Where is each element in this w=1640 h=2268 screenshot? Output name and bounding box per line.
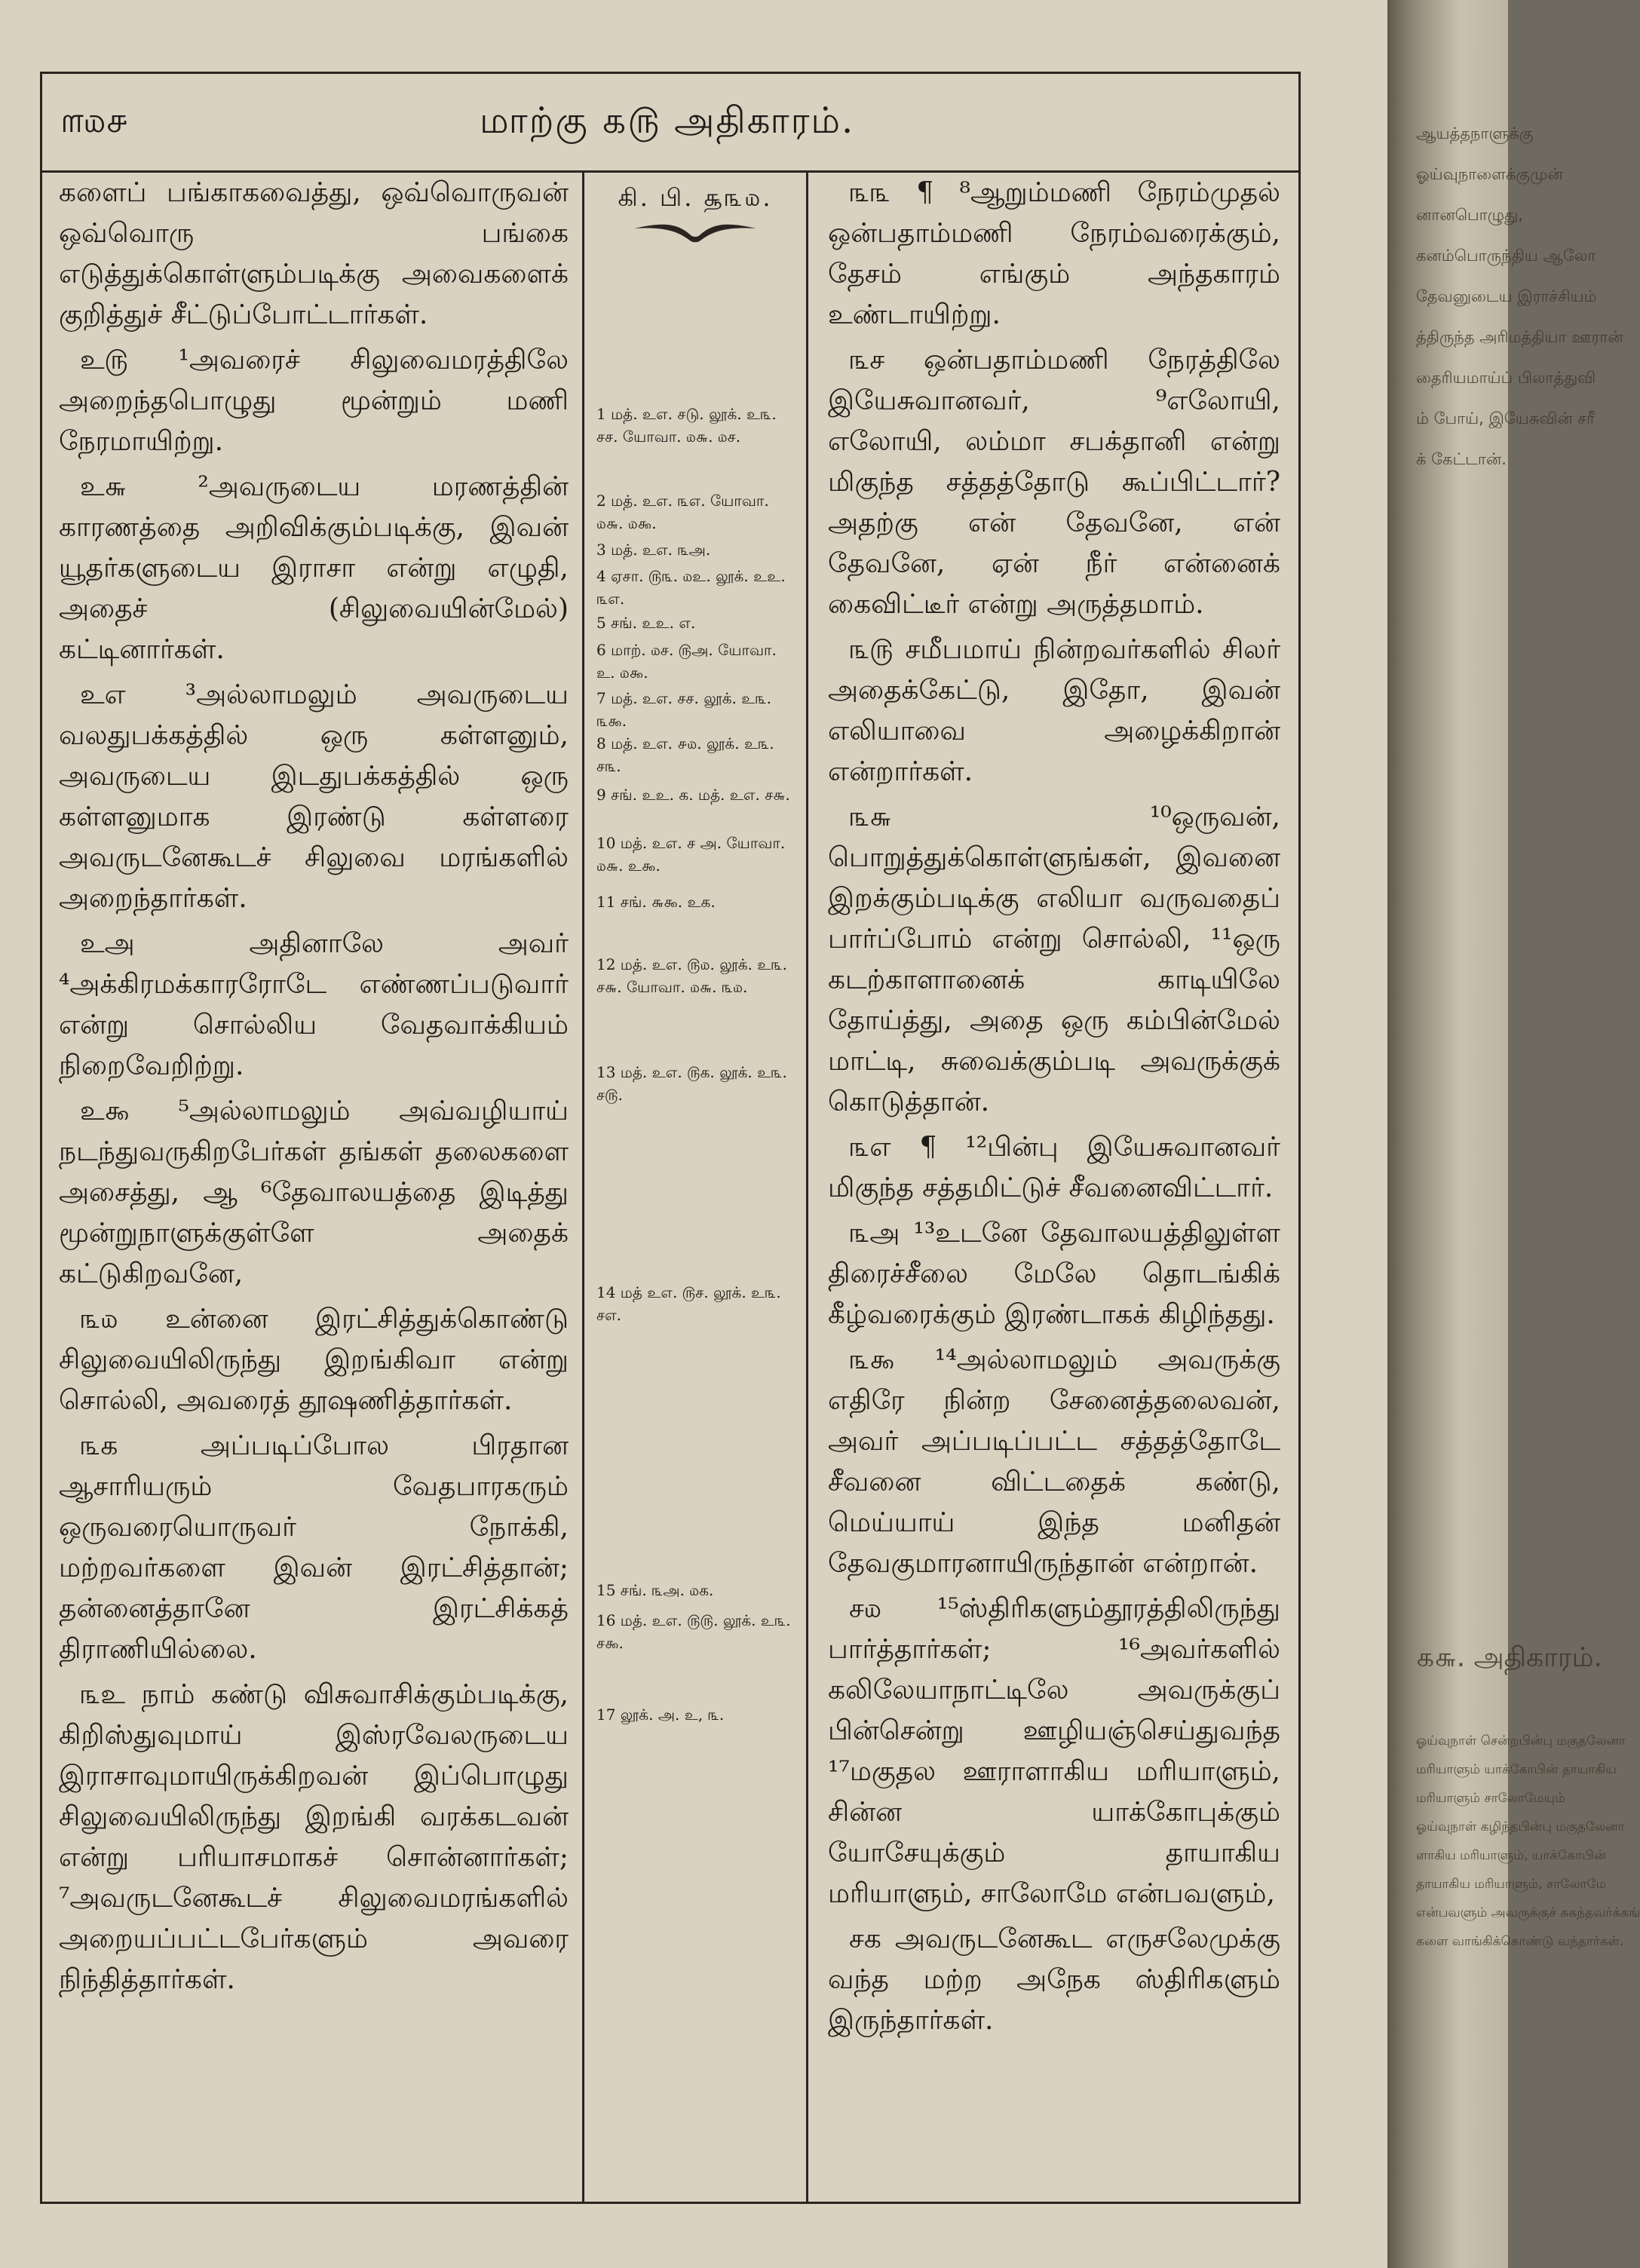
cross-reference-column xyxy=(582,173,808,2202)
cross-reference: 2 மத். உஎ. ௩எ. யோவா. ௰௬. ௰௯. xyxy=(596,492,769,532)
text-line: ஓய்வுநாளைக்குமுன் xyxy=(1416,165,1563,183)
text-line: னானபொழுது, xyxy=(1416,206,1523,224)
verse-paragraph: சக அவருடனேகூட எருசலேமுக்கு வந்த மற்ற அநேக ஸ்திரிகளும் இருந்தார்கள். xyxy=(828,1923,1280,2036)
page-number: ௱௰௪ xyxy=(60,100,129,140)
text-line: என்பவளும் அவருக்குச் சுகந்தவர்க்கங் xyxy=(1416,1905,1640,1920)
verse-paragraph: உஎ ³அல்லாமலும் அவருடைய வலதுபக்கத்தில் ஒரு கள்ளனும், அவருடைய இடதுபக்கத்தில் ஒரு கள்ளனுமாக இரண்டு கள்ளரை அவருடனேகூடச் சிலுவை மரங்களில் அறைந்தார்கள். xyxy=(59,679,569,914)
cross-reference: 11 சங். ௬௯. உக. xyxy=(596,893,716,911)
text-line: ஓய்வுநாள் சென்றபின்பு மகுதலேனா xyxy=(1416,1733,1626,1749)
right-text-column xyxy=(808,173,1298,2202)
cross-reference: 8 மத். உஎ. ௪௰. லூக். உ௩. ச௩. xyxy=(596,734,774,775)
verse-paragraph: ௩க அப்படிப்போல பிரதான ஆசாரியரும் வேதபாரகரும் ஒருவரையொருவர் நோக்கி, மற்றவர்களை இவன் இரட்சித்தான்; தன்னைத்தானே இரட்சிக்கத் திராணியில்லை. xyxy=(59,1430,569,1665)
page-header xyxy=(42,74,1298,173)
verse-paragraph: ௩ச ஒன்பதாம்மணி நேரத்திலே இயேசுவானவர், ⁹எலோயி, எலோயி, லம்மா சபக்தானி என்று மிகுந்த சத்தத்தோடு கூப்பிட்டார்? அதற்கு என் தேவனே, என் தேவனே, ஏன் நீர் என்னைக் கைவிட்டீர் என்று அருத்தமாம். xyxy=(828,345,1280,620)
cross-reference: 15 சங். ௩அ. ௰க. xyxy=(596,1581,714,1599)
text-line: த்திருந்த அரிமத்தியா ஊரான் xyxy=(1416,328,1623,346)
cross-reference: 4 ஏசா. ௫௩. ௰உ. லூக். உஉ. ௩எ. xyxy=(596,567,786,608)
page-frame xyxy=(40,72,1301,2204)
verse-paragraph: ௩உ நாம் கண்டு விசுவாசிக்கும்படிக்கு, கிறிஸ்துவுமாய் இஸ்ரவேலருடைய இராசாவுமாயிருக்கிறவன் இப்பொழுது சிலுவையிலிருந்து இறங்கி வரக்கடவன் என்று பரியாசமாகச் சொன்னார்கள்; ⁷அவருடனேகூடச் சிலுவைமரங்களில் அறையப்பட்டபேர்களும் அவரை நிந்தித்தார்கள். xyxy=(59,1679,569,1995)
text-line: கனம்பொருந்திய ஆலோ xyxy=(1416,247,1596,265)
text-line: தாயாகிய மரியாளும், சாலோமே xyxy=(1416,1877,1607,1892)
verse-paragraph: ௩௰ உன்னை இரட்சித்துக்கொண்டு சிலுவையிலிருந்து இறங்கிவா என்று சொல்லி, அவரைத் தூஷணித்தார்கள். xyxy=(59,1304,569,1416)
cross-reference: 10 மத். உஎ. ச அ. யோவா. ௰௬. உ௯. xyxy=(596,834,786,875)
text-line: மரியாளும் யாக்கோபின் தாயாகிய xyxy=(1416,1762,1617,1777)
next-page-edge xyxy=(1387,0,1640,2268)
verse-paragraph: ௩எ ¶ ¹²பின்பு இயேசுவானவர் மிகுந்த சத்தமிட்டுச் சீவனைவிட்டார். xyxy=(828,1132,1280,1203)
cross-reference: 17 லூக். அ. உ, ௩. xyxy=(596,1706,725,1724)
verse-paragraph: ச௰ ¹⁵ஸ்திரிகளும்தூரத்திலிருந்து பார்த்தார்கள்; ¹⁶அவர்களில் கலிலேயாநாட்டிலே அவருக்குப் பின்சென்று ஊழியஞ்செய்துவந்த ¹⁷மகுதல ஊராளாகிய மரியாளும், சின்ன யாக்கோபுக்கும் யோசேயுக்கும் தாயாகிய மரியாளும், சாலோமே என்பவளும், xyxy=(828,1593,1280,1909)
cross-reference: 16 மத். உஎ. ௫௫. லூக். உ௩. ச௯. xyxy=(596,1611,791,1652)
verse-paragraph: ௩௯ ¹⁴அல்லாமலும் அவருக்கு எதிரே நின்ற சேனைத்தலைவன், அவர் அப்படிப்பட்ட சத்தத்தோடே சீவனை விட்டதைக் கண்டு, மெய்யாய் இந்த மனிதன் தேவகுமாரனாயிருந்தான் என்றான். xyxy=(828,1344,1280,1579)
cross-reference: 7 மத். உஎ. சச. லூக். உ௩. ௩௯. xyxy=(596,689,771,730)
next-page-chapter-heading: ௧௬. அதிகாரம். xyxy=(1416,1642,1602,1673)
cross-reference: 13 மத். உஎ. ௫க. லூக். உ௩. ச௫. xyxy=(596,1063,787,1104)
left-text-column xyxy=(42,173,582,2202)
verse-paragraph: ௩௩ ¶ ⁸ஆறும்மணி நேரம்முதல் ஒன்பதாம்மணி நேரம்வரைக்கும், தேசம் எங்கும் அந்தகாரம் உண்டாயிற்று. xyxy=(828,177,1280,330)
verse-paragraph: உ௯ ⁵அல்லாமலும் அவ்வழியாய் நடந்துவருகிறபேர்கள் தங்கள் தலைகளை அசைத்து, ஆ ⁶தேவாலயத்தை இடித்து மூன்றுநாளுக்குள்ளே அதைக் கட்டுகிறவனே, xyxy=(59,1096,569,1289)
ornament-flourish-icon xyxy=(631,219,759,245)
verse-paragraph: உ௫ ¹அவரைச் சிலுவைமரத்திலே அறைந்தபொழுது மூன்றும் மணி நேரமாயிற்று. xyxy=(59,345,569,457)
cross-reference: 3 மத். உஎ. ௩அ. xyxy=(596,541,711,559)
cross-reference: 6 மாற். ௰ச. ௫அ. யோவா. உ. ௰௯. xyxy=(596,641,777,682)
text-line: தேவனுடைய இராச்சியம் xyxy=(1416,287,1597,305)
cross-reference: 1 மத். உஎ. சடு. லூக். உ௩. சச. யோவா. ௰௬. ௰ச. xyxy=(596,405,777,446)
running-head: மாற்கு ௧௫ அதிகாரம். xyxy=(480,100,855,142)
verse-paragraph: ௩௬ ¹⁰ஒருவன், பொறுத்துக்கொள்ளுங்கள், இவனை இறக்கும்படிக்கு எலியா வருவதைப் பார்ப்போம் என்று சொல்லி, ¹¹ஒரு கடற்காளானைக் காடியிலே தோய்த்து, அதை ஒரு கம்பின்மேல் மாட்டி, சுவைக்கும்படி அவருக்குக் கொடுத்தான். xyxy=(828,801,1280,1117)
text-line: தைரியமாய்ப் பிலாத்துவி xyxy=(1416,369,1596,387)
cross-reference: 5 சங். உஉ. எ. xyxy=(596,614,696,632)
next-page-text xyxy=(1416,1727,1640,1956)
text-line: ஆயத்தநாளுக்கு xyxy=(1416,124,1534,143)
text-line: ளாகிய மரியாளும், யாக்கோபின் xyxy=(1416,1848,1607,1863)
verse-paragraph: உ௬ ²அவருடைய மரணத்தின் காரணத்தை அறிவிக்கும்படிக்கு, இவன் யூதர்களுடைய இராசா என்று எழுதி, அதைச் (சிலுவையின்மேல்) கட்டினார்கள். xyxy=(59,471,569,665)
cross-reference: 12 மத். உஎ. ௫௰. லூக். உ௩. ச௬. யோவா. ௰௬. ௩௰. xyxy=(596,955,787,996)
year-heading: கி. பி. ௲௩௰. xyxy=(618,183,773,212)
text-line: க் கேட்டான். xyxy=(1416,450,1507,468)
verse-paragraph: ௩அ ¹³உடனே தேவாலயத்திலுள்ள திரைச்சீலை மேலே தொடங்கிக் கீழ்வரைக்கும் இரண்டாகக் கிழிந்தது. xyxy=(828,1218,1280,1330)
cross-reference: 14 மத் உஎ. ௫ச. லூக். உ௩. சஎ. xyxy=(596,1283,781,1324)
verse-paragraph: களைப் பங்காகவைத்து, ஒவ்வொருவன் ஒவ்வொரு பங்கை எடுத்துக்கொள்ளும்படிக்கு அவைகளைக் குறித்துச் சீட்டுப்போட்டார்கள். xyxy=(59,177,569,330)
text-line: களை வாங்கிக்கொண்டு வந்தார்கள். xyxy=(1416,1934,1624,1949)
cross-reference: 9 சங். உஉ. க. மத். உஎ. ச௬. xyxy=(596,786,790,804)
verse-paragraph: ௩௫ சமீபமாய் நின்றவர்களில் சிலர் அதைக்கேட்டு, இதோ, இவன் எலியாவை அழைக்கிறான் என்றார்கள். xyxy=(828,634,1280,787)
text-line: ஓய்வுநாள் கழிந்தபின்பு மகுதலேனா xyxy=(1416,1819,1625,1834)
text-line: ம் போய், இயேசுவின் சரீ xyxy=(1416,409,1595,428)
text-line: மரியாளும் சாலோமேயும் xyxy=(1416,1791,1565,1806)
next-page-text xyxy=(1416,113,1623,480)
verse-paragraph: உஅ அதினாலே அவர் ⁴அக்கிரமக்காரரோடே எண்ணப்படுவார் என்று சொல்லிய வேதவாக்கியம் நிறைவேறிற்று. xyxy=(59,928,569,1081)
